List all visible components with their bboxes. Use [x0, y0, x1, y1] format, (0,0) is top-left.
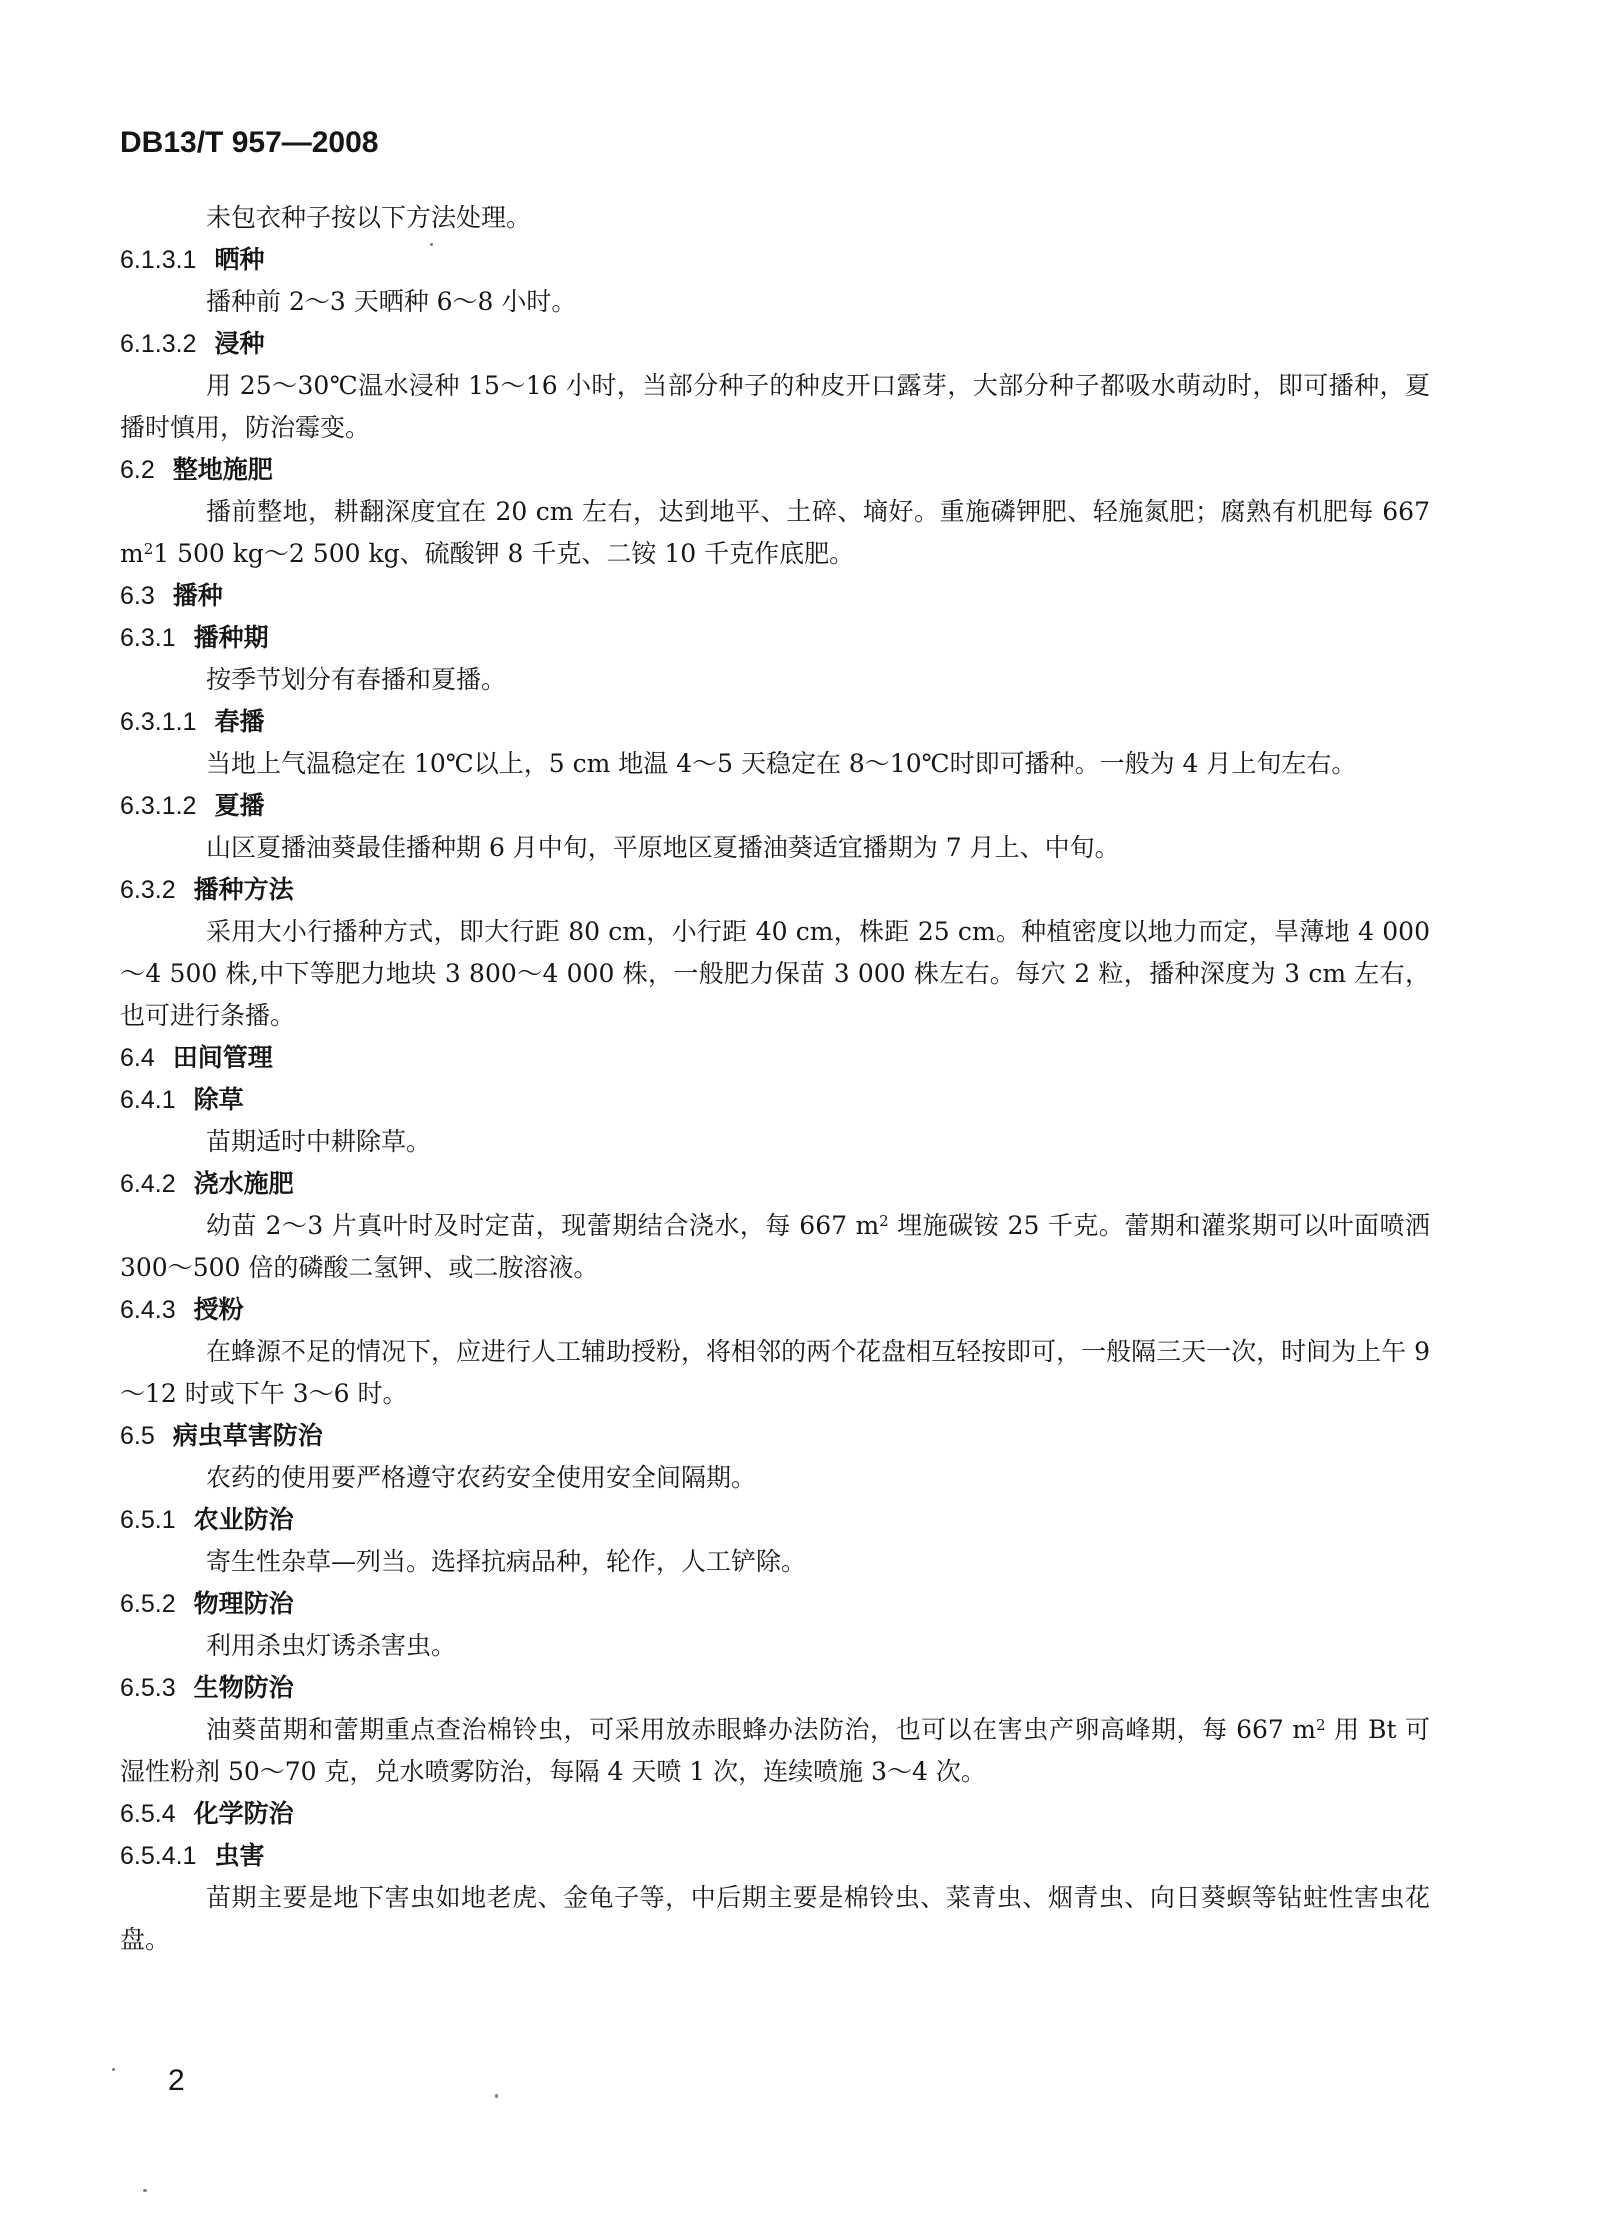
body-paragraph: 苗期主要是地下害虫如地老虎、金龟子等，中后期主要是棉铃虫、菜青虫、烟青虫、向日葵螟等钻蛀性害虫花盘。 — [120, 1883, 1430, 1954]
body-paragraph: 播种前 2～3 天晒种 6～8 小时。 — [206, 287, 577, 316]
scan-speck — [112, 2068, 115, 2071]
section-title: 夏播 — [214, 791, 265, 820]
section-title: 播种方法 — [193, 875, 294, 904]
section-title: 田间管理 — [172, 1043, 273, 1072]
section-title: 浇水施肥 — [193, 1169, 294, 1198]
section-title: 生物防治 — [193, 1673, 294, 1702]
section-heading — [120, 449, 1430, 491]
body-paragraph: 利用杀虫灯诱杀害虫。 — [206, 1631, 457, 1660]
section-title: 播种 — [172, 581, 223, 610]
section-number: 6.4.1 — [120, 1086, 176, 1114]
section-heading — [120, 323, 1430, 365]
section-number: 6.3 — [120, 582, 155, 610]
section-heading — [120, 1415, 1430, 1457]
body-paragraph: 苗期适时中耕除草。 — [206, 1127, 432, 1156]
section-heading — [120, 1835, 1430, 1877]
section-title: 虫害 — [214, 1841, 265, 1870]
section-title: 授粉 — [193, 1295, 244, 1324]
paragraph-text: 幼苗 2～3 片真叶时及时定苗，现蕾期结合浇水，每 667 m — [206, 1211, 880, 1240]
section-heading — [120, 1583, 1430, 1625]
section-heading — [120, 869, 1430, 911]
section-heading — [120, 1079, 1430, 1121]
scan-speck — [495, 2094, 498, 2098]
section-heading — [120, 1793, 1430, 1835]
body-paragraph — [120, 1205, 1430, 1289]
section-title: 浸种 — [214, 329, 265, 358]
section-number: 6.5 — [120, 1422, 155, 1450]
section-number: 6.5.3 — [120, 1674, 176, 1702]
scan-speck — [143, 2189, 147, 2192]
body-paragraph: 寄生性杂草—列当。选择抗病品种，轮作，人工铲除。 — [206, 1547, 807, 1576]
section-title: 病虫草害防治 — [172, 1421, 323, 1450]
section-number: 6.4.3 — [120, 1296, 176, 1324]
body-paragraph: 未包衣种子按以下方法处理。 — [206, 203, 532, 232]
body-paragraph — [120, 1709, 1430, 1793]
paragraph-text: 播前整地，耕翻深度宜在 20 cm 左右，达到地平、土碎、墒好。重施磷钾肥、轻施氮肥；腐熟有机肥每 667 m — [120, 497, 1430, 568]
body-paragraph: 用 25～30℃温水浸种 15～16 小时，当部分种子的种皮开口露芽，大部分种子都吸水萌动时，即可播种，夏播时慎用，防治霉变。 — [120, 371, 1430, 442]
page-number: 2 — [168, 2064, 185, 2097]
superscript: 2 — [143, 539, 154, 558]
section-heading — [120, 617, 1430, 659]
body-paragraph: 按季节划分有春播和夏播。 — [206, 665, 507, 694]
section-heading — [120, 239, 1430, 281]
superscript: 2 — [1316, 1715, 1326, 1734]
body-paragraph: 农药的使用要严格遵守农药安全使用安全间隔期。 — [206, 1463, 757, 1492]
section-number: 6.3.2 — [120, 876, 176, 904]
section-number: 6.4 — [120, 1044, 155, 1072]
section-number: 6.3.1.2 — [120, 792, 197, 820]
section-title: 晒种 — [214, 245, 265, 274]
section-heading — [120, 1667, 1430, 1709]
section-heading — [120, 1163, 1430, 1205]
section-heading — [120, 1499, 1430, 1541]
paragraph-text: 油葵苗期和蕾期重点查治棉铃虫，可采用放赤眼蜂办法防治，也可以在害虫产卵高峰期，每 667 m — [206, 1715, 1317, 1744]
section-number: 6.5.4.1 — [120, 1842, 197, 1870]
paragraph-text: 埋施碳铵 25 千克。蕾期和灌浆期可以叶面喷洒 300～500 倍的磷酸二氢钾、或二胺溶液。 — [120, 1211, 1430, 1282]
section-number: 6.1.3.1 — [120, 246, 197, 274]
section-title: 物理防治 — [193, 1589, 294, 1618]
paragraph-text: 1 500 kg～2 500 kg、硫酸钾 8 千克、二铵 10 千克作底肥。 — [153, 539, 855, 568]
section-title: 春播 — [214, 707, 265, 736]
document-body — [120, 197, 1430, 1961]
body-paragraph: 当地上气温稳定在 10℃以上，5 cm 地温 4～5 天稳定在 8～10℃时即可播种。一般为 4 月上旬左右。 — [206, 749, 1357, 778]
section-number: 6.3.1 — [120, 624, 176, 652]
section-title: 整地施肥 — [172, 455, 273, 484]
section-number: 6.3.1.1 — [120, 708, 197, 736]
body-paragraph: 采用大小行播种方式，即大行距 80 cm，小行距 40 cm，株距 25 cm。种植密度以地力而定，旱薄地 4 000～4 500 株,中下等肥力地块 3 800～4 000 株，一般肥力保苗 3 000 株左右。每穴 2 粒，播种深度为 3 cm 左右，也可进行条播。 — [120, 917, 1430, 1030]
section-title: 农业防治 — [193, 1505, 294, 1534]
section-title: 化学防治 — [193, 1799, 294, 1828]
section-heading — [120, 701, 1430, 743]
paragraph-text: 用 Bt 可湿性粉剂 50～70 克，兑水喷雾防治，每隔 4 天喷 1 次，连续喷施 3～4 次。 — [120, 1715, 1430, 1786]
section-number: 6.5.1 — [120, 1506, 176, 1534]
section-heading — [120, 785, 1430, 827]
section-number: 6.5.2 — [120, 1590, 176, 1618]
section-heading — [120, 1289, 1430, 1331]
scan-speck — [430, 243, 433, 246]
section-number: 6.5.4 — [120, 1800, 176, 1828]
superscript: 2 — [879, 1211, 889, 1230]
section-heading — [120, 1037, 1430, 1079]
section-number: 6.2 — [120, 456, 155, 484]
body-paragraph: 在蜂源不足的情况下，应进行人工辅助授粉，将相邻的两个花盘相互轻按即可，一般隔三天一次，时间为上午 9～12 时或下午 3～6 时。 — [120, 1337, 1430, 1408]
section-number: 6.1.3.2 — [120, 330, 197, 358]
section-title: 播种期 — [193, 623, 269, 652]
section-heading — [120, 575, 1430, 617]
section-number: 6.4.2 — [120, 1170, 176, 1198]
document-code: DB13/T 957—2008 — [120, 126, 379, 159]
section-title: 除草 — [193, 1085, 244, 1114]
body-paragraph — [120, 491, 1430, 575]
body-paragraph: 山区夏播油葵最佳播种期 6 月中旬，平原地区夏播油葵适宜播期为 7 月上、中旬。 — [206, 833, 1120, 862]
